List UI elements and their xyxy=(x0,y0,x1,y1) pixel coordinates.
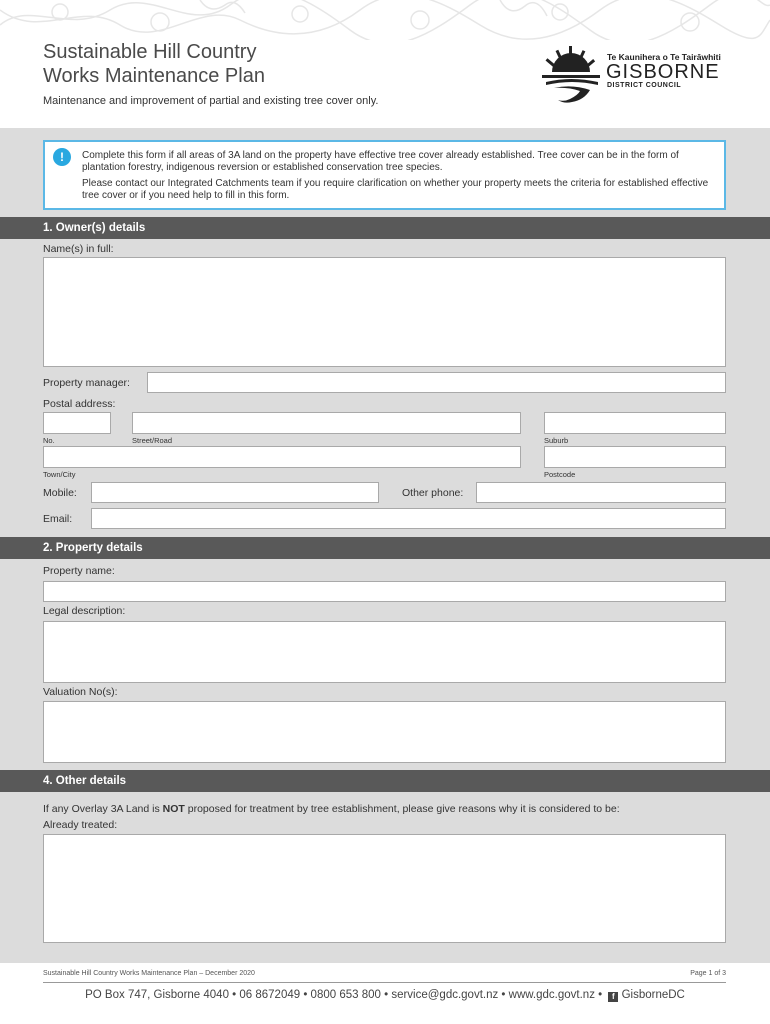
other-phone-label: Other phone: xyxy=(402,487,464,499)
legal-description-label: Legal description: xyxy=(43,605,126,617)
names-field[interactable] xyxy=(43,257,726,367)
page-header xyxy=(0,0,770,128)
footer-doc-name: Sustainable Hill Country Works Maintenance Plan – December 2020 xyxy=(43,970,255,977)
section-other-details-heading: 4. Other details xyxy=(0,770,770,792)
sun-wave-logo-icon xyxy=(540,44,602,110)
council-logo xyxy=(540,42,740,110)
property-manager-label: Property manager: xyxy=(43,377,130,389)
already-treated-field[interactable] xyxy=(43,834,726,943)
postcode-label: Postcode xyxy=(544,470,576,479)
suburb-label: Suburb xyxy=(544,436,569,445)
legal-description-field[interactable] xyxy=(43,621,726,683)
address-number-field[interactable] xyxy=(43,412,111,434)
footer-page-number: Page 1 of 3 xyxy=(690,970,726,977)
mobile-label: Mobile: xyxy=(43,487,77,499)
footer-divider xyxy=(43,982,726,983)
logo-name: GISBORNE xyxy=(606,61,720,83)
property-name-field[interactable] xyxy=(43,581,726,602)
facebook-icon: f xyxy=(608,992,618,1002)
logo-maori-name: Te Kaunihera o Te Tairāwhiti xyxy=(607,52,721,62)
valuation-field[interactable] xyxy=(43,701,726,763)
email-label: Email: xyxy=(43,513,73,525)
valuation-label: Valuation No(s): xyxy=(43,686,118,698)
logo-subname: DISTRICT COUNCIL xyxy=(607,82,682,89)
names-label: Name(s) in full: xyxy=(43,243,114,255)
street-label: Street/Road xyxy=(132,436,173,445)
mobile-field[interactable] xyxy=(91,482,379,503)
decorative-pattern xyxy=(0,0,770,40)
exclamation-icon: ! xyxy=(53,148,71,166)
property-name-label: Property name: xyxy=(43,565,115,577)
suburb-field[interactable] xyxy=(544,412,726,434)
town-label: Town/City xyxy=(43,470,76,479)
postal-address-label: Postal address: xyxy=(43,398,116,410)
street-field[interactable] xyxy=(132,412,521,434)
page-subtitle: Maintenance and improvement of partial and existing tree cover only. xyxy=(43,95,379,107)
overlay-question: If any Overlay 3A Land is NOT proposed for treatment by tree establishment, please give reasons why it is considered to be: xyxy=(43,803,620,815)
footer-contact: PO Box 747, Gisborne 4040 • 06 8672049 • 0800 653 800 • service@gdc.govt.nz • www.gdc.govt.nz • f GisborneDC xyxy=(85,989,685,1001)
page-title: Sustainable Hill Country Works Maintenance Plan xyxy=(43,41,265,87)
info-box xyxy=(43,140,726,210)
section-owner-details-heading: 1. Owner(s) details xyxy=(0,217,770,239)
no-label: No. xyxy=(43,436,55,445)
postcode-field[interactable] xyxy=(544,446,726,468)
already-treated-label: Already treated: xyxy=(43,819,118,831)
other-phone-field[interactable] xyxy=(476,482,726,503)
property-manager-field[interactable] xyxy=(147,372,726,393)
town-field[interactable] xyxy=(43,446,521,468)
email-field[interactable] xyxy=(91,508,726,529)
section-property-details-heading: 2. Property details xyxy=(0,537,770,559)
info-text: Complete this form if all areas of 3A land on the property have effective tree cover already established. Tree cover can be in the form of plantation forestry, indigenous reversion or established conservation tree species. Please contact our Integrated Catchments team if you require clarification on whether your property meets the criteria for established effective tree cover or if you need help to fill in this form. xyxy=(82,150,709,201)
facebook-handle[interactable]: GisborneDC xyxy=(621,989,685,1001)
